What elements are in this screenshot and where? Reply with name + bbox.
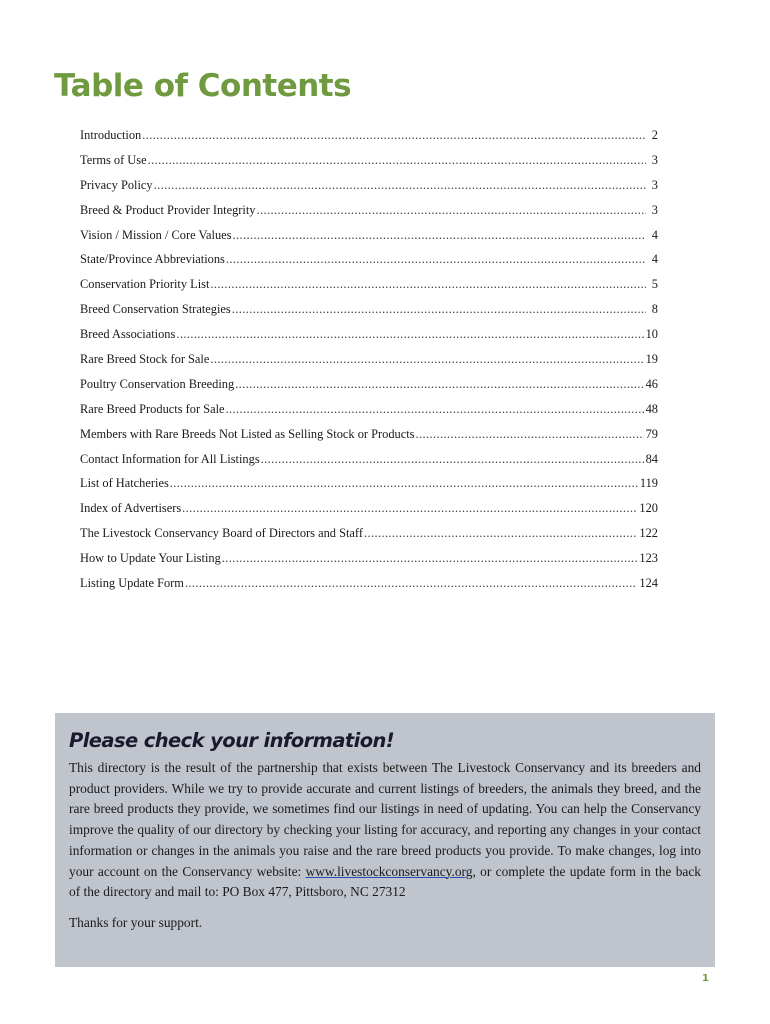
toc-entry (80, 300, 658, 325)
toc-entry (80, 226, 658, 251)
toc-entry-page: 5 (651, 277, 658, 292)
toc-entry-label: Breed Conservation Strategies (80, 302, 231, 317)
toc-entry-page: 3 (651, 177, 658, 192)
website-link[interactable]: www.livestockconservancy.org (305, 863, 473, 879)
toc-entry-page: 3 (651, 152, 658, 167)
toc-dot-leader (232, 300, 646, 318)
toc-dot-leader (364, 524, 637, 542)
toc-entry-label: How to Update Your Listing (80, 551, 221, 566)
toc-entry-label: List of Hatcheries (80, 476, 169, 491)
toc-entry-page: 46 (645, 376, 658, 391)
toc-entry-label: Members with Rare Breeds Not Listed as Selling Stock or Products (80, 426, 415, 441)
toc-dot-leader (222, 549, 638, 567)
toc-dot-leader (170, 474, 638, 492)
toc-entry-page: 124 (639, 576, 658, 591)
toc-entry-page: 79 (645, 426, 658, 441)
toc-entry (80, 474, 658, 499)
toc-entry (80, 574, 658, 599)
table-of-contents (80, 126, 658, 599)
toc-entry-label: Conservation Priority List (80, 277, 210, 292)
toc-entry (80, 425, 658, 450)
toc-dot-leader (233, 226, 646, 244)
toc-dot-leader (210, 350, 643, 368)
toc-dot-leader (148, 151, 646, 169)
notice-box (55, 713, 715, 967)
toc-entry (80, 450, 658, 475)
toc-entry (80, 400, 658, 425)
notice-body-text-end: , or complete the update form in the back of the directory and mail to: PO Box 477, Pittsboro, NC 27312 (69, 863, 701, 900)
toc-entry-page: 10 (645, 327, 658, 342)
toc-dot-leader (257, 201, 647, 219)
toc-entry-label: Rare Breed Stock for Sale (80, 352, 210, 367)
toc-entry-label: State/Province Abbreviations (80, 252, 225, 267)
toc-entry-page: 4 (651, 252, 658, 267)
toc-entry-page: 8 (651, 302, 658, 317)
toc-entry-page: 4 (651, 227, 658, 242)
toc-entry-label: Vision / Mission / Core Values (80, 227, 232, 242)
toc-entry (80, 524, 658, 549)
toc-entry-label: Terms of Use (80, 152, 147, 167)
toc-entry (80, 126, 658, 151)
toc-dot-leader (416, 425, 644, 443)
toc-entry (80, 350, 658, 375)
toc-dot-leader (210, 275, 646, 293)
toc-entry-page: 84 (645, 451, 658, 466)
toc-entry (80, 375, 658, 400)
toc-entry-page: 120 (639, 501, 658, 516)
toc-dot-leader (142, 126, 646, 144)
toc-dot-leader (176, 325, 643, 343)
toc-entry-label: Listing Update Form (80, 576, 184, 591)
toc-entry (80, 499, 658, 524)
page-number: 1 (702, 973, 709, 984)
notice-body-text: This directory is the result of the partnership that exists between The Livestock Conservancy and its breeders and product providers. While we try to provide accurate and current listings of breeders, the animals they breed, and the rare breed products they provide, we sometimes find our listings in need of updating. You can help the Conservancy improve the quality of our directory by checking your listing for accuracy, and reporting any changes in your contact information or changes in the animals you raise and the rare breed products you provide. To make changes, log into your account on the Conservancy website: (69, 760, 701, 879)
toc-entry (80, 549, 658, 574)
notice-thanks: Thanks for your support. (69, 914, 203, 930)
notice-body (69, 758, 701, 903)
toc-entry-page: 3 (651, 202, 658, 217)
toc-entry (80, 151, 658, 176)
toc-dot-leader (261, 450, 644, 468)
notice-heading: Please check your information! (69, 729, 395, 752)
toc-dot-leader (154, 176, 646, 194)
toc-dot-leader (182, 499, 637, 517)
toc-entry (80, 201, 658, 226)
toc-entry-page: 123 (639, 551, 658, 566)
toc-entry-page: 122 (639, 526, 658, 541)
toc-dot-leader (226, 400, 644, 418)
toc-entry (80, 275, 658, 300)
toc-dot-leader (226, 250, 646, 268)
toc-dot-leader (235, 375, 643, 393)
toc-entry-label: Privacy Policy (80, 177, 153, 192)
toc-entry-page: 19 (645, 352, 658, 367)
toc-entry-page: 119 (639, 476, 658, 491)
toc-entry-label: Contact Information for All Listings (80, 451, 260, 466)
toc-entry-label: Index of Advertisers (80, 501, 182, 516)
toc-entry-label: Breed & Product Provider Integrity (80, 202, 256, 217)
page-title: Table of Contents (54, 68, 352, 104)
toc-entry-label: The Livestock Conservancy Board of Directors and Staff (80, 526, 363, 541)
toc-entry (80, 250, 658, 275)
toc-dot-leader (185, 574, 637, 592)
toc-entry-label: Introduction (80, 128, 142, 142)
toc-entry-label: Poultry Conservation Breeding (80, 376, 235, 391)
toc-entry-label: Breed Associations (80, 327, 176, 342)
toc-entry-page: 2 (651, 128, 658, 142)
toc-entry-label: Rare Breed Products for Sale (80, 401, 225, 416)
toc-entry (80, 176, 658, 201)
toc-entry-page: 48 (645, 401, 658, 416)
toc-entry (80, 325, 658, 350)
